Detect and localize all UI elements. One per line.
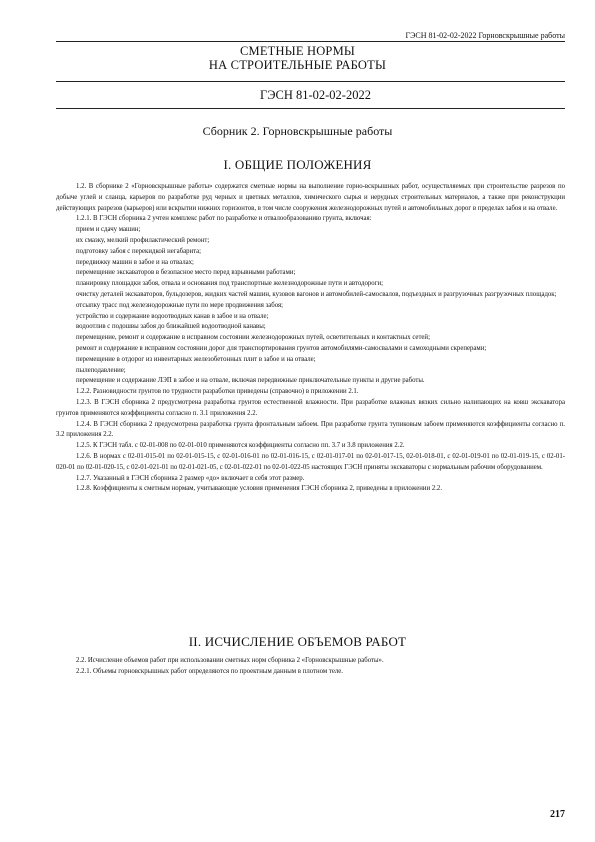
list-item: перемещение экскаваторов в безопасное место перед взрывными работами; [76,269,296,277]
section-1-heading: I. ОБЩИЕ ПОЛОЖЕНИЯ [223,157,372,172]
paragraph: 1.2.5. К ГЭСН табл. с 02-01-008 по 02-01-010 применяются коэффициенты согласно пп. 3.7 и 3.8 приложения 2.2. [76,442,405,450]
list-item: подготовку забоя с перекидкой негабарита; [76,247,202,255]
list-item: перемещение, ремонт и содержание в исправном состоянии железнодорожных путей, осветительных и контактных сетей; [76,334,430,342]
title-line-2: НА СТРОИТЕЛЬНЫЕ РАБОТЫ [208,58,387,72]
list-item: устройство и содержание водоотводных канав в забое и на отвале; [76,312,269,320]
paragraph: 1.2.3. В ГЭСН сборника 2 предусмотрена разработка грунтов естественной влажности. При разработке влажных вязких сильно налипающих на ковш экскаватора грунтов применяются коэффициенты согласно п. 3.1 приложения 2.2. [56,398,565,417]
list-item: их смазку, мелкий профилактический ремонт; [76,236,210,244]
paragraph: 1.2.4. В ГЭСН сборника 2 предусмотрена разработка грунта фронтальным забоем. При разработке грунта тупиковым забоем применяются коэффициенты согласно п. 3.2 приложения 2.2. [56,420,565,439]
list-item: планировку площадки забоя, отвала и основания под транспортные железнодорожные пути и автодороги; [76,280,384,288]
list-item: водоотлив с подошвы забоя до ближайшей водоотводной канавы; [76,323,266,331]
section-1-body [56,182,565,495]
list-item: передвижку машин в забое и на отвалах; [76,258,194,266]
running-header: ГЭСН 81-02-02-2022 Горновскрышные работы [56,31,565,42]
paragraph: 2.2.1. Объемы горновскрышных работ определяются по проектным данным в плотном теле. [76,667,344,675]
list-item: ремонт и содержание в исправном состоянии дорог для транспортирования грунтов автомобилями-самосвалами и самоходными скреперами; [76,344,487,352]
list-item: прием и сдачу машин; [76,226,141,234]
collection-title: Сборник 2. Горновскрышные работы [202,124,393,138]
norm-code-block [56,81,565,109]
list-item: отсыпку трасс под железнодорожные пути по мере продвижения забоя; [76,301,284,309]
paragraph: 1.2. В сборнике 2 «Горновскрышные работы» содержатся сметные нормы на выполнение горно-вскрышных работ, осуществляемых при строительстве разрезов по добыче углей и сланца, карьеров по разработке руд черных и цветных металлов, химического сырья и нерудных строительных материалов, а также при реконструкции действующих разрезов (карьеров) или вскрытии нижних горизонтов, в том числе сооружения железнодорожных путей и автомобильных дорог в пределах забоя и на отвале. [56,183,565,212]
norm-code: ГЭСН 81-02-02-2022 [260,88,371,102]
paragraph: 1.2.1. В ГЭСН сборника 2 учтен комплекс работ по разработке и отвалообразованию грунта, включая: [76,215,372,223]
list-item: перемещение и содержание ЛЭП в забое и на отвале, включая передвижные приключательные пункты и другие работы. [76,377,425,385]
title-line-1: СМЕТНЫЕ НОРМЫ [239,44,356,58]
paragraph: 1.2.7. Указанный в ГЭСН сборника 2 размер «до» включает в себя этот размер. [76,474,305,482]
document-title [0,44,595,72]
paragraph: 1.2.8. Коэффициенты к сметным нормам, учитывающие условия применения ГЭСН сборника 2, приведены в приложении 2.2. [76,485,443,493]
list-item: пылеподавление; [76,366,126,374]
section-2-body [56,656,565,678]
list-item: перемещение в отдорог из инвентарных железобетонных плит в забое и на отвале; [76,355,316,363]
list-item: очистку деталей экскаваторов, бульдозеров, жидких частей машин, кузовов вагонов и автомобилей-самосвалов, подъездных и разгрузочных разгрузочных площадок; [76,290,557,298]
section-2-heading: II. ИСЧИСЛЕНИЕ ОБЪЕМОВ РАБОТ [188,634,407,649]
paragraph: 2.2. Исчисление объемов работ при использовании сметных норм сборника 2 «Горновскрышные работы». [76,657,384,664]
page-number: 217 [550,809,565,820]
paragraph: 1.2.6. В нормах с 02-01-015-01 по 02-01-015-15, с 02-01-016-01 по 02-01-016-15, с 02-01-017-01 по 02-01-017-15, 02-01-018-01, с 02-01-019-01 по 02-01-019-15, с 02-01-020-01 по 02-01-020-15, с 02-01-021-01 по 02-01-021-05, с 02-01-022-01 по 02-01-022-05 настоящих ГЭСН приняты экскаваторы с нормальным рабочим оборудованием. [56,452,565,471]
paragraph: 1.2.2. Разновидности грунтов по трудности разработки приведены (справочно) в приложении 2.1. [76,388,359,396]
